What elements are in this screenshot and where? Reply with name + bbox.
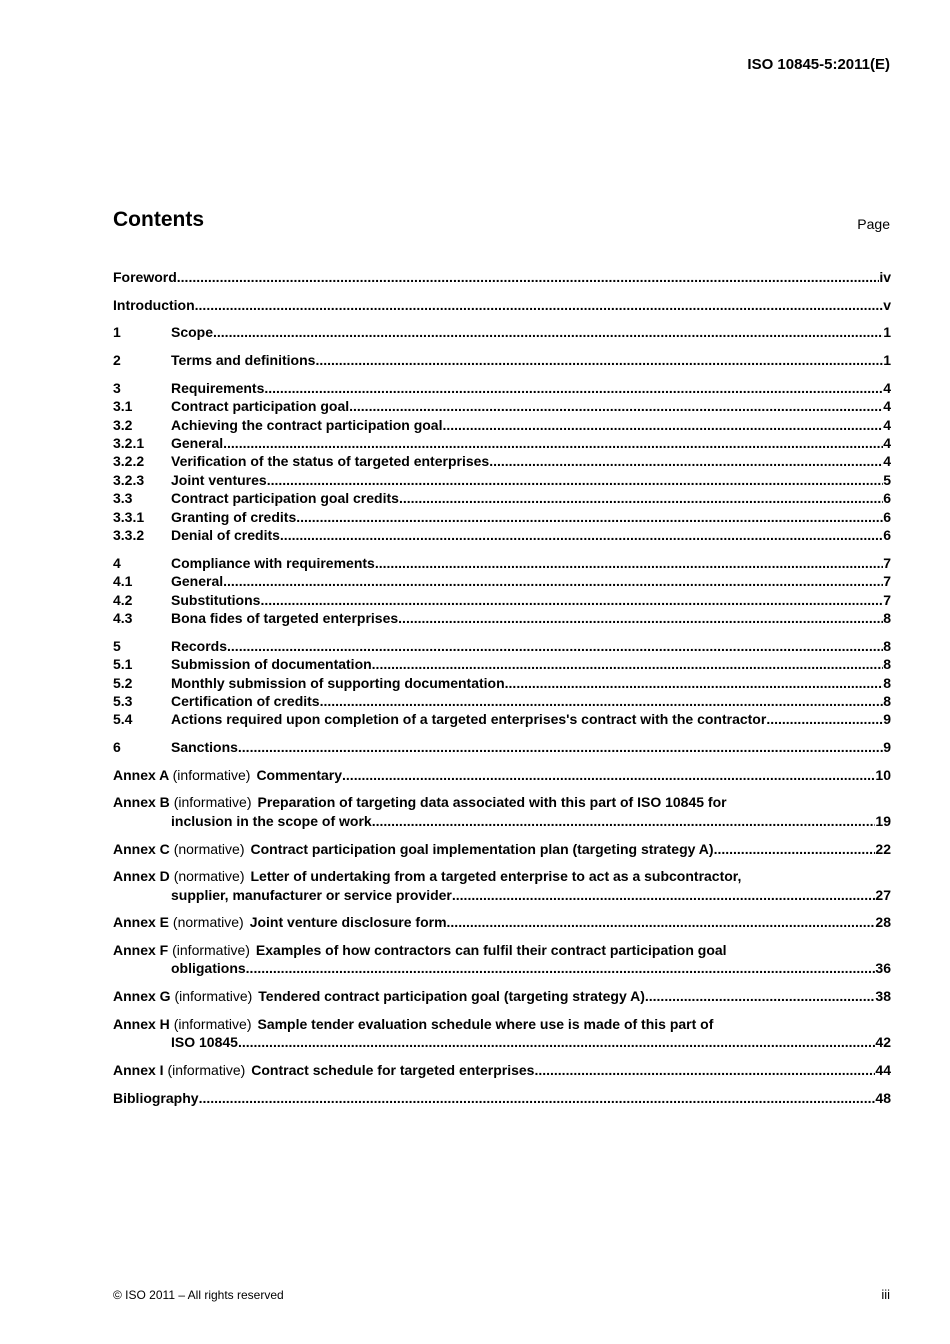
dot-leader xyxy=(177,268,880,286)
toc-entry-title: Letter of undertaking from a targeted enterprise to act as a subcontractor, xyxy=(250,868,742,885)
annex-type: (normative) xyxy=(173,868,245,885)
toc-entry-number: 3.2.1 xyxy=(113,435,145,452)
toc-entry-page: 1 xyxy=(883,324,891,341)
toc-entry-title: Examples of how contractors can fulfil their contract participation goal xyxy=(255,942,727,959)
toc-entry-number: 6 xyxy=(113,739,121,756)
toc-entry-title: Contract participation goal xyxy=(171,398,350,415)
toc-entry-title: Tendered contract participation goal (targeting strategy A) xyxy=(258,988,645,1005)
dot-leader xyxy=(296,508,883,526)
copyright-notice: © ISO 2011 – All rights reserved xyxy=(113,1288,284,1302)
toc-entry-section-2[interactable] xyxy=(113,351,891,369)
toc-entry-section-4-3[interactable] xyxy=(113,609,891,627)
toc-entry-page: 4 xyxy=(883,379,891,396)
dot-leader xyxy=(320,692,884,710)
toc-entry-section-4[interactable] xyxy=(113,554,891,572)
dot-leader xyxy=(442,416,883,434)
toc-entry-number: 5.2 xyxy=(113,674,133,691)
annex-type: (normative) xyxy=(172,914,244,931)
toc-entry-title: Granting of credits xyxy=(171,508,297,525)
toc-entry-annex-g[interactable] xyxy=(113,987,891,1005)
annex-type: (informative) xyxy=(173,1015,252,1032)
dot-leader xyxy=(399,489,883,507)
toc-entry-annex-b[interactable] xyxy=(113,793,891,830)
dot-leader xyxy=(452,886,876,904)
toc-entry-number: 4.2 xyxy=(113,591,133,608)
toc-entry-title: Actions required upon completion of a targeted enterprises's contract with the contractor xyxy=(171,711,767,728)
toc-entry-title: Achieving the contract participation goal xyxy=(171,416,443,433)
toc-entry-number: 3.1 xyxy=(113,398,133,415)
toc-entry-section-6[interactable] xyxy=(113,738,891,756)
toc-entry-section-5-3[interactable] xyxy=(113,692,891,710)
toc-entry-title: General xyxy=(171,573,224,590)
toc-entry-section-3-3-2[interactable] xyxy=(113,526,891,544)
toc-entry-section-3-2-3[interactable] xyxy=(113,471,891,489)
toc-entry-page: 4 xyxy=(883,416,891,433)
toc-entry-page: 6 xyxy=(883,527,891,544)
toc-entry-title: Scope xyxy=(171,324,214,341)
dot-leader xyxy=(766,710,883,728)
toc-entry-section-3-2[interactable] xyxy=(113,416,891,434)
toc-entry-section-3-2-1[interactable] xyxy=(113,434,891,452)
annex-type: (informative) xyxy=(172,766,251,783)
toc-entry-section-3-1[interactable] xyxy=(113,397,891,415)
toc-entry-title: Substitutions xyxy=(171,591,261,608)
toc-entry-annex-d[interactable] xyxy=(113,867,891,904)
dot-leader xyxy=(227,637,883,655)
toc-entry-page: 28 xyxy=(875,914,891,931)
toc-entry-introduction[interactable] xyxy=(113,296,891,314)
toc-entry-title: Joint ventures xyxy=(171,471,267,488)
dot-leader xyxy=(260,591,883,609)
annex-label: Annex B xyxy=(113,794,170,811)
annex-type: (informative) xyxy=(172,942,250,959)
toc-entry-number: 3 xyxy=(113,379,121,396)
annex-label: Annex G xyxy=(113,988,171,1005)
toc-entry-title: Introduction xyxy=(113,296,195,313)
toc-entry-section-4-1[interactable] xyxy=(113,572,891,590)
toc-entry-title-continued: supplier, manufacturer or service provider xyxy=(171,886,452,903)
toc-entry-page: 22 xyxy=(875,840,891,857)
dot-leader xyxy=(342,766,875,784)
annex-label: Annex E xyxy=(113,914,170,931)
toc-entry-page: 8 xyxy=(883,609,891,626)
document-id: ISO 10845-5:2011(E) xyxy=(747,56,890,73)
dot-leader xyxy=(195,296,884,314)
toc-entry-number: 3.3.1 xyxy=(113,508,145,525)
toc-entry-section-4-2[interactable] xyxy=(113,591,891,609)
toc-entry-number: 3.2.3 xyxy=(113,471,145,488)
dot-leader xyxy=(714,840,876,858)
dot-leader xyxy=(199,1089,876,1107)
dot-leader xyxy=(264,379,883,397)
page-column-label: Page xyxy=(857,216,890,232)
toc-entry-title: Foreword xyxy=(113,269,177,285)
dot-leader xyxy=(238,738,883,756)
toc-entry-number: 5 xyxy=(113,637,121,654)
toc-entry-number: 5.1 xyxy=(113,656,133,673)
toc-entry-title: Preparation of targeting data associated with this part of ISO 10845 for xyxy=(257,794,727,811)
toc-entry-title: Terms and definitions xyxy=(171,352,316,369)
toc-entry-number: 1 xyxy=(113,324,121,341)
toc-entry-annex-c[interactable] xyxy=(113,840,891,858)
toc-entry-number: 5.4 xyxy=(113,711,133,728)
toc-entry-page: 8 xyxy=(883,637,891,654)
dot-leader xyxy=(398,609,883,627)
toc-entry-section-5-1[interactable] xyxy=(113,655,891,673)
toc-entry-annex-h[interactable] xyxy=(113,1015,891,1052)
toc-entry-title: Records xyxy=(171,637,228,654)
page-number: iii xyxy=(881,1287,890,1302)
toc-entry-annex-i[interactable] xyxy=(113,1061,891,1079)
toc-entry-title: Sanctions xyxy=(171,739,238,756)
toc-entry-page: 4 xyxy=(883,435,891,452)
toc-entry-title: Verification of the status of targeted enterprises xyxy=(171,453,490,470)
page-title: Contents xyxy=(113,208,204,231)
table-of-contents xyxy=(113,268,891,1107)
annex-type: (informative) xyxy=(167,1061,246,1078)
annex-label: Annex C xyxy=(113,840,170,857)
annex-label: Annex D xyxy=(113,868,170,885)
toc-entry-title: Bibliography xyxy=(113,1089,199,1106)
toc-entry-page: 7 xyxy=(883,554,891,571)
toc-entry-section-5-2[interactable] xyxy=(113,674,891,692)
toc-entry-title-continued: ISO 10845 xyxy=(171,1034,238,1051)
toc-entry-number: 4 xyxy=(113,554,121,571)
toc-entry-section-3[interactable] xyxy=(113,379,891,397)
dot-leader xyxy=(223,572,883,590)
toc-entry-page: 6 xyxy=(883,508,891,525)
toc-entry-page: 19 xyxy=(875,812,891,829)
toc-entry-number: 4.1 xyxy=(113,573,133,590)
toc-entry-page: 7 xyxy=(883,591,891,608)
dot-leader xyxy=(315,351,883,369)
toc-entry-page: 1 xyxy=(883,352,891,369)
dot-leader xyxy=(349,397,883,415)
toc-entry-page: 9 xyxy=(883,711,891,728)
toc-entry-title: Commentary xyxy=(256,766,343,783)
toc-entry-number: 3.3.2 xyxy=(113,527,145,544)
toc-entry-title-continued: obligations xyxy=(171,960,246,977)
toc-entry-number: 3.3 xyxy=(113,490,133,507)
toc-entry-section-5[interactable] xyxy=(113,637,891,655)
toc-entry-page: 6 xyxy=(883,490,891,507)
toc-entry-number: 3.2 xyxy=(113,416,133,433)
toc-entry-title: Submission of documentation xyxy=(171,656,372,673)
toc-entry-page: iv xyxy=(879,269,891,285)
toc-entry-title-continued: inclusion in the scope of work xyxy=(171,812,372,829)
dot-leader xyxy=(246,959,876,977)
toc-entry-title: Denial of credits xyxy=(171,527,280,544)
dot-leader xyxy=(505,674,884,692)
annex-label: Annex A xyxy=(113,766,169,783)
toc-entry-page: 48 xyxy=(875,1089,891,1106)
toc-entry-page: 44 xyxy=(875,1061,891,1078)
toc-entry-page: 4 xyxy=(883,398,891,415)
annex-type: (informative) xyxy=(174,988,253,1005)
dot-leader xyxy=(372,655,884,673)
dot-leader xyxy=(645,987,876,1005)
toc-entry-annex-e[interactable] xyxy=(113,913,891,931)
dot-leader xyxy=(447,913,876,931)
toc-entry-title: Compliance with requirements xyxy=(171,554,375,571)
toc-entry-page: 4 xyxy=(883,453,891,470)
toc-entry-bibliography[interactable] xyxy=(113,1089,891,1107)
toc-entry-page: 9 xyxy=(883,739,891,756)
toc-entry-foreword[interactable] xyxy=(113,268,891,286)
toc-entry-section-1[interactable] xyxy=(113,323,891,341)
toc-entry-page: 38 xyxy=(875,988,891,1005)
dot-leader xyxy=(223,434,883,452)
toc-entry-title: General xyxy=(171,435,224,452)
dot-leader xyxy=(534,1061,875,1079)
toc-entry-page: 10 xyxy=(875,766,891,783)
dot-leader xyxy=(238,1033,875,1051)
toc-entry-page: 36 xyxy=(875,960,891,977)
toc-entry-title: Monthly submission of supporting documentation xyxy=(171,674,505,691)
annex-label: Annex H xyxy=(113,1015,170,1032)
toc-entry-section-3-3[interactable] xyxy=(113,489,891,507)
toc-entry-section-3-2-2[interactable] xyxy=(113,452,891,470)
toc-entry-page: v xyxy=(883,296,891,313)
toc-entry-page: 27 xyxy=(875,886,891,903)
toc-entry-page: 8 xyxy=(883,674,891,691)
toc-entry-title: Contract participation goal implementation plan (targeting strategy A) xyxy=(250,840,714,857)
toc-entry-title: Bona fides of targeted enterprises xyxy=(171,609,399,626)
toc-entry-section-5-4[interactable] xyxy=(113,710,891,728)
toc-entry-title: Requirements xyxy=(171,379,265,396)
annex-label: Annex F xyxy=(113,942,169,959)
toc-entry-number: 2 xyxy=(113,352,121,369)
toc-entry-section-3-3-1[interactable] xyxy=(113,508,891,526)
toc-entry-title: Joint venture disclosure form xyxy=(249,914,447,931)
toc-entry-page: 7 xyxy=(883,573,891,590)
toc-entry-title: Sample tender evaluation schedule where use is made of this part of xyxy=(257,1015,714,1032)
dot-leader xyxy=(375,554,883,572)
dot-leader xyxy=(489,452,883,470)
toc-entry-page: 42 xyxy=(875,1034,891,1051)
dot-leader xyxy=(213,323,883,341)
toc-entry-annex-a[interactable] xyxy=(113,766,891,784)
toc-entry-page: 8 xyxy=(883,656,891,673)
toc-entry-number: 5.3 xyxy=(113,692,133,709)
annex-label: Annex I xyxy=(113,1061,164,1078)
toc-entry-number: 4.3 xyxy=(113,609,133,626)
toc-entry-title: Contract participation goal credits xyxy=(171,490,399,507)
toc-entry-annex-f[interactable] xyxy=(113,941,891,978)
toc-entry-page: 8 xyxy=(883,692,891,709)
toc-entry-page: 5 xyxy=(883,471,891,488)
toc-entry-number: 3.2.2 xyxy=(113,453,145,470)
annex-type: (normative) xyxy=(173,840,245,857)
dot-leader xyxy=(267,471,884,489)
dot-leader xyxy=(372,812,876,830)
dot-leader xyxy=(280,526,883,544)
annex-type: (informative) xyxy=(173,794,252,811)
toc-entry-title: Certification of credits xyxy=(171,692,320,709)
toc-entry-title: Contract schedule for targeted enterprises xyxy=(251,1061,535,1078)
